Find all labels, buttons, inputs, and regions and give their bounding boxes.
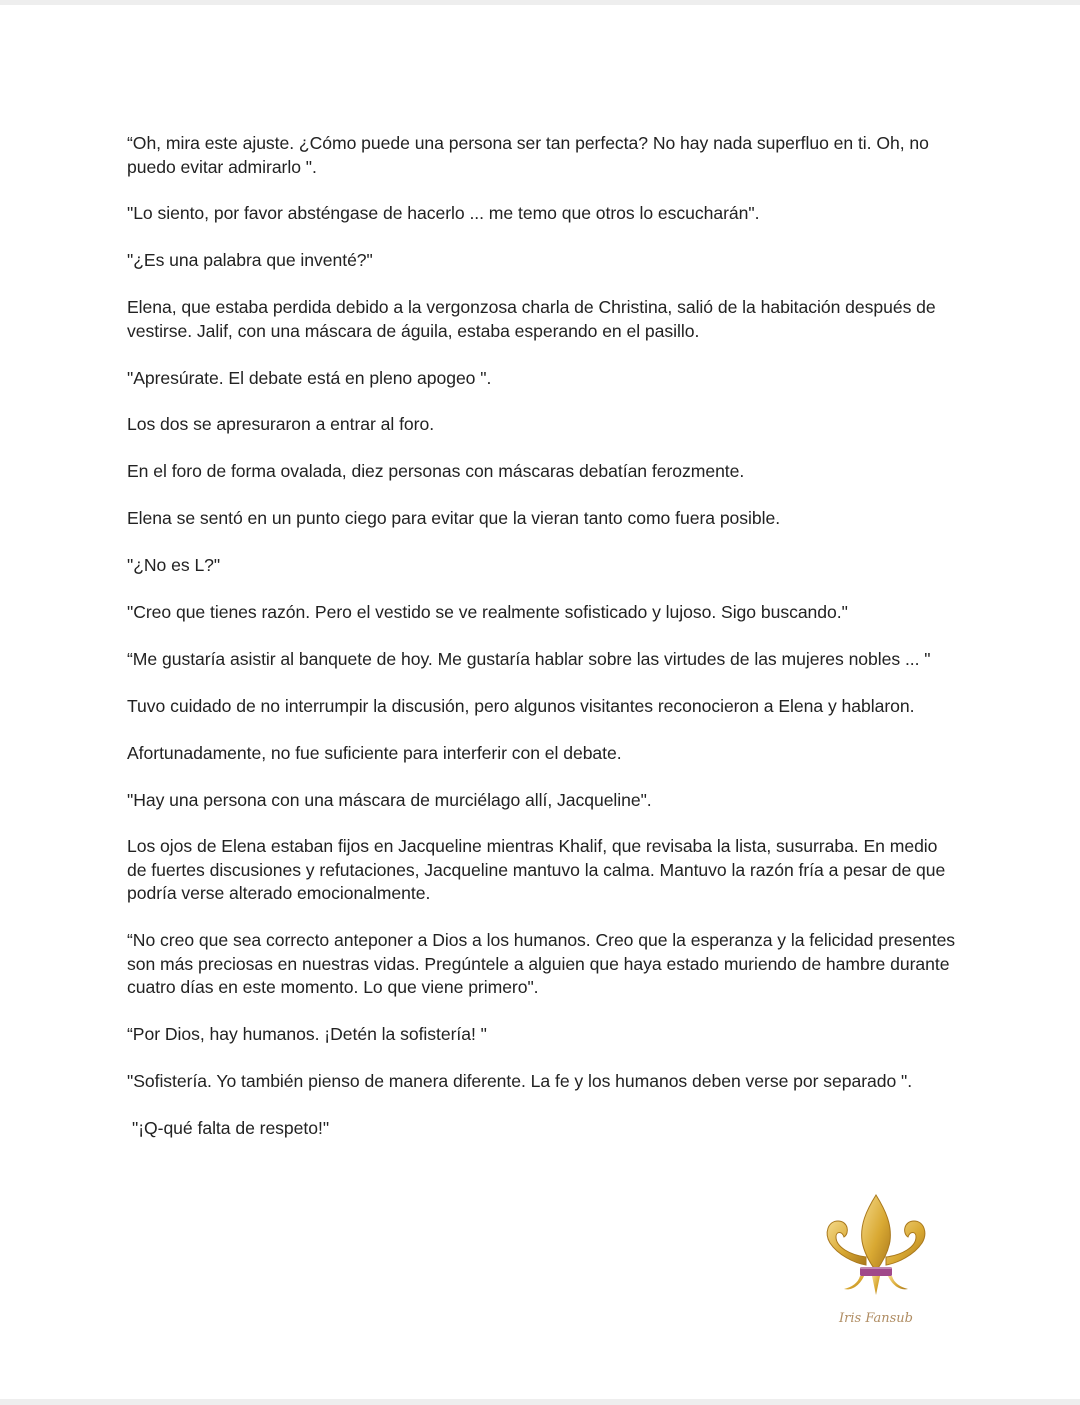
- paragraph: "Creo que tienes razón. Pero el vestido se ve realmente sofisticado y lujoso. Sigo buscando.": [127, 602, 848, 623]
- paragraph: "Sofistería. Yo también pienso de manera diferente. La fe y los humanos deben verse por separado ".: [127, 1071, 913, 1092]
- paragraph: "¿Es una palabra que inventé?": [127, 250, 373, 271]
- paragraph: Afortunadamente, no fue suficiente para interferir con el debate.: [127, 742, 622, 763]
- paragraph: Elena, que estaba perdida debido a la vergonzosa charla de Christina, salió de la habitación después de vestirse. Jalif, con una máscara de águila, estaba esperando en el pasillo.: [127, 297, 941, 341]
- document-body: [127, 132, 960, 1164]
- document-page: [0, 5, 1080, 1399]
- paragraph: “Por Dios, hay humanos. ¡Detén la sofistería! ": [127, 1024, 487, 1045]
- paragraph: "¿No es L?": [127, 555, 221, 576]
- paragraph: “No creo que sea correcto anteponer a Dios a los humanos. Creo que la esperanza y la felicidad presentes son más preciosas en nuestras vidas. Pregúntele a alguien que haya estado muriendo de hambre durante cuatro días en este momento. Lo que viene primero".: [127, 930, 960, 998]
- signature: [832, 1305, 920, 1329]
- paragraph: En el foro de forma ovalada, diez personas con máscaras debatían ferozmente.: [127, 461, 745, 482]
- paragraph: “Oh, mira este ajuste. ¿Cómo puede una persona ser tan perfecta? No hay nada superfluo en ti. Oh, no puedo evitar admirarlo ".: [127, 133, 934, 177]
- paragraph: Tuvo cuidado de no interrumpir la discusión, pero algunos visitantes reconocieron a Elena y hablaron.: [127, 695, 915, 716]
- svg-text:Iris Fansub: Iris Fansub: [839, 1311, 913, 1326]
- fleur-de-lis-icon: [820, 1191, 932, 1303]
- paragraph: Los dos se apresuraron a entrar al foro.: [127, 414, 435, 435]
- paragraph: "¡Q-qué falta de respeto!": [132, 1118, 330, 1139]
- paragraph: "Hay una persona con una máscara de murciélago allí, Jacqueline".: [127, 789, 652, 810]
- paragraph: Los ojos de Elena estaban fijos en Jacqueline mientras Khalif, que revisaba la lista, susurraba. En medio de fuertes discusiones y refutaciones, Jacqueline mantuvo la calma. Mantuvo la razón fría a pesar de que podría verse alterado emocionalmente.: [127, 836, 951, 904]
- paragraph: “Me gustaría asistir al banquete de hoy. Me gustaría hablar sobre las virtudes de las mujeres nobles ... ": [127, 648, 931, 669]
- paragraph: "Apresúrate. El debate está en pleno apogeo ".: [127, 367, 492, 388]
- paragraph: "Lo siento, por favor absténgase de hacerlo ... me temo que otros lo escucharán".: [127, 203, 760, 224]
- paragraph: Elena se sentó en un punto ciego para evitar que la vieran tanto como fuera posible.: [127, 508, 781, 529]
